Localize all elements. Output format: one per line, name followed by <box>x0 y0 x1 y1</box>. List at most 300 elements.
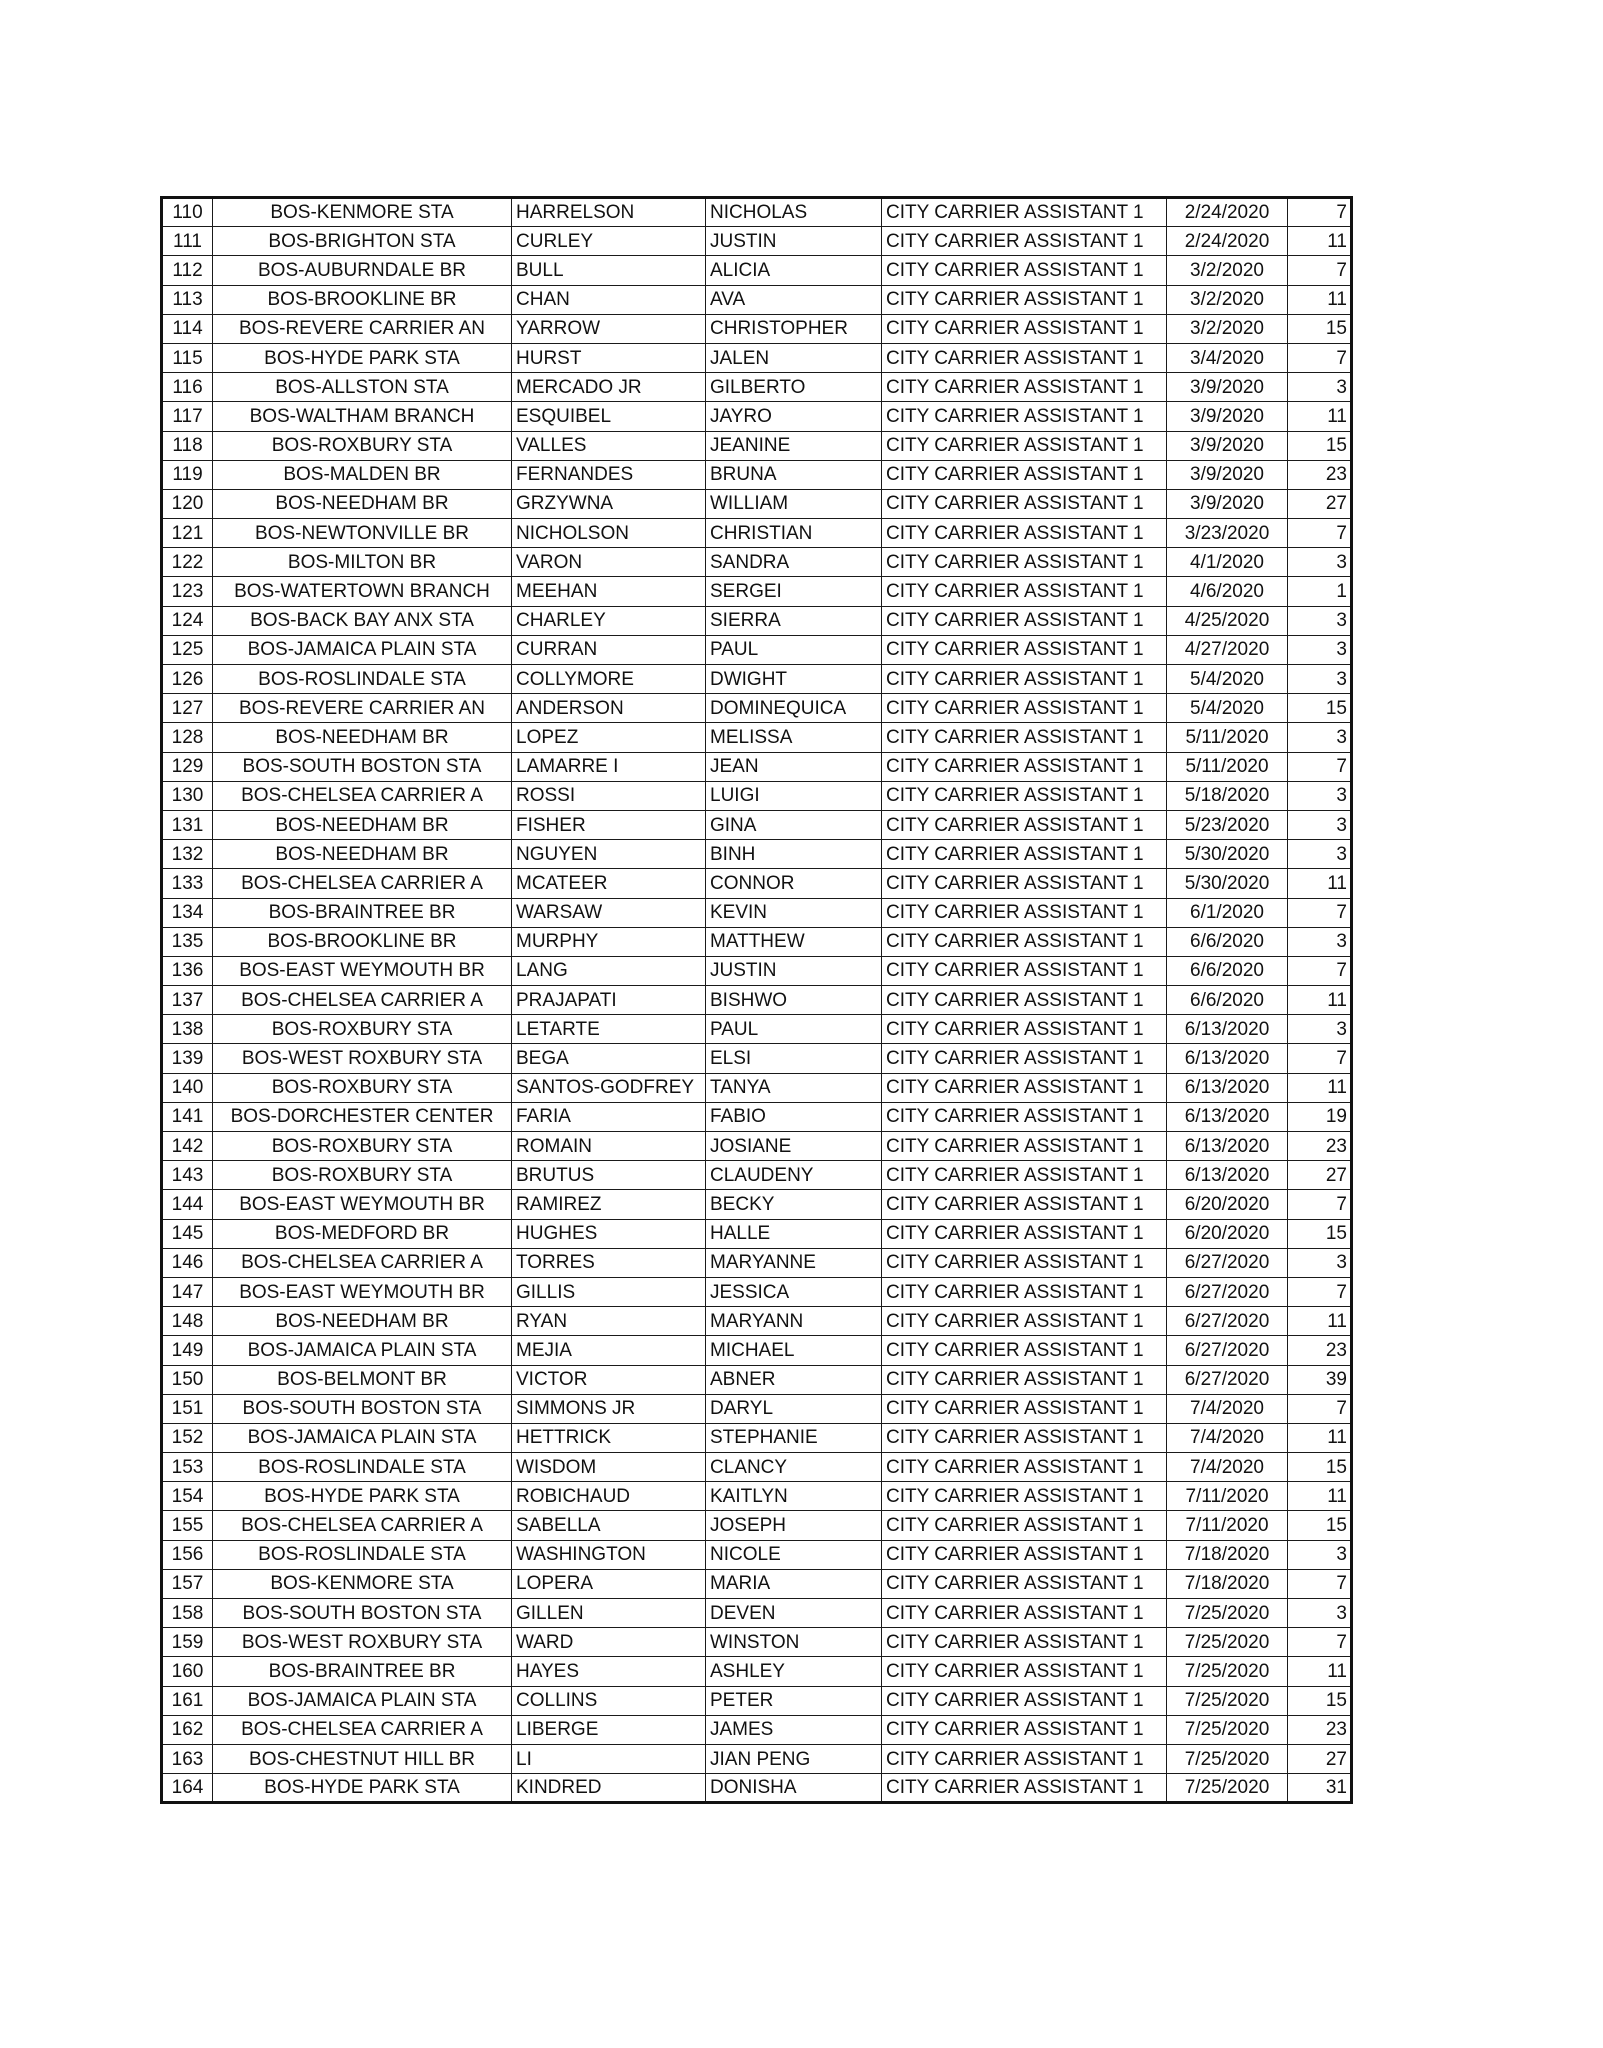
job-title-cell: CITY CARRIER ASSISTANT 1 <box>882 577 1167 606</box>
last-name-cell: MEJIA <box>512 1336 706 1365</box>
table-row <box>162 1482 1352 1511</box>
date-cell: 7/25/2020 <box>1167 1628 1288 1657</box>
job-title-cell: CITY CARRIER ASSISTANT 1 <box>882 1248 1167 1277</box>
value-cell: 1 <box>1288 577 1352 606</box>
office-cell: BOS-ROXBURY STA <box>213 431 512 460</box>
value-cell: 15 <box>1288 694 1352 723</box>
job-title-cell: CITY CARRIER ASSISTANT 1 <box>882 927 1167 956</box>
office-cell: BOS-JAMAICA PLAIN STA <box>213 1423 512 1452</box>
office-cell: BOS-NEEDHAM BR <box>213 489 512 518</box>
first-name-cell: JUSTIN <box>706 227 882 256</box>
value-cell: 3 <box>1288 1540 1352 1569</box>
row-number-cell: 121 <box>162 519 213 548</box>
table-row <box>162 1307 1352 1336</box>
value-cell: 3 <box>1288 606 1352 635</box>
last-name-cell: TORRES <box>512 1248 706 1277</box>
date-cell: 7/25/2020 <box>1167 1657 1288 1686</box>
value-cell: 27 <box>1288 1744 1352 1773</box>
date-cell: 7/25/2020 <box>1167 1686 1288 1715</box>
row-number-cell: 146 <box>162 1248 213 1277</box>
office-cell: BOS-SOUTH BOSTON STA <box>213 752 512 781</box>
last-name-cell: ANDERSON <box>512 694 706 723</box>
first-name-cell: JOSIANE <box>706 1132 882 1161</box>
last-name-cell: ROBICHAUD <box>512 1482 706 1511</box>
job-title-cell: CITY CARRIER ASSISTANT 1 <box>882 1219 1167 1248</box>
job-title-cell: CITY CARRIER ASSISTANT 1 <box>882 1482 1167 1511</box>
office-cell: BOS-BRAINTREE BR <box>213 898 512 927</box>
job-title-cell: CITY CARRIER ASSISTANT 1 <box>882 1453 1167 1482</box>
table-row <box>162 489 1352 518</box>
roster-table <box>160 196 1353 1804</box>
last-name-cell: NGUYEN <box>512 840 706 869</box>
job-title-cell: CITY CARRIER ASSISTANT 1 <box>882 1628 1167 1657</box>
row-number-cell: 117 <box>162 402 213 431</box>
value-cell: 3 <box>1288 1599 1352 1628</box>
value-cell: 3 <box>1288 373 1352 402</box>
office-cell: BOS-CHELSEA CARRIER A <box>213 986 512 1015</box>
date-cell: 5/23/2020 <box>1167 810 1288 839</box>
date-cell: 6/13/2020 <box>1167 1044 1288 1073</box>
job-title-cell: CITY CARRIER ASSISTANT 1 <box>882 1307 1167 1336</box>
date-cell: 6/27/2020 <box>1167 1277 1288 1306</box>
date-cell: 7/25/2020 <box>1167 1599 1288 1628</box>
last-name-cell: ROMAIN <box>512 1132 706 1161</box>
last-name-cell: GILLEN <box>512 1599 706 1628</box>
job-title-cell: CITY CARRIER ASSISTANT 1 <box>882 898 1167 927</box>
last-name-cell: PRAJAPATI <box>512 986 706 1015</box>
last-name-cell: FARIA <box>512 1102 706 1131</box>
value-cell: 15 <box>1288 431 1352 460</box>
first-name-cell: JALEN <box>706 343 882 372</box>
first-name-cell: SANDRA <box>706 548 882 577</box>
last-name-cell: RAMIREZ <box>512 1190 706 1219</box>
office-cell: BOS-NEEDHAM BR <box>213 810 512 839</box>
office-cell: BOS-ROSLINDALE STA <box>213 1453 512 1482</box>
last-name-cell: HURST <box>512 343 706 372</box>
table-row <box>162 1073 1352 1102</box>
row-number-cell: 126 <box>162 665 213 694</box>
value-cell: 39 <box>1288 1365 1352 1394</box>
first-name-cell: WINSTON <box>706 1628 882 1657</box>
table-row <box>162 986 1352 1015</box>
first-name-cell: PAUL <box>706 1015 882 1044</box>
table-row <box>162 1774 1352 1803</box>
job-title-cell: CITY CARRIER ASSISTANT 1 <box>882 635 1167 664</box>
office-cell: BOS-REVERE CARRIER AN <box>213 694 512 723</box>
table-row <box>162 460 1352 489</box>
job-title-cell: CITY CARRIER ASSISTANT 1 <box>882 1715 1167 1744</box>
table-row <box>162 1015 1352 1044</box>
row-number-cell: 112 <box>162 256 213 285</box>
office-cell: BOS-JAMAICA PLAIN STA <box>213 635 512 664</box>
first-name-cell: TANYA <box>706 1073 882 1102</box>
last-name-cell: BRUTUS <box>512 1161 706 1190</box>
job-title-cell: CITY CARRIER ASSISTANT 1 <box>882 1161 1167 1190</box>
value-cell: 3 <box>1288 1015 1352 1044</box>
office-cell: BOS-ROSLINDALE STA <box>213 665 512 694</box>
job-title-cell: CITY CARRIER ASSISTANT 1 <box>882 869 1167 898</box>
last-name-cell: KINDRED <box>512 1774 706 1803</box>
table-row <box>162 402 1352 431</box>
office-cell: BOS-SOUTH BOSTON STA <box>213 1599 512 1628</box>
row-number-cell: 123 <box>162 577 213 606</box>
row-number-cell: 154 <box>162 1482 213 1511</box>
job-title-cell: CITY CARRIER ASSISTANT 1 <box>882 1423 1167 1452</box>
row-number-cell: 111 <box>162 227 213 256</box>
last-name-cell: YARROW <box>512 314 706 343</box>
table-row <box>162 665 1352 694</box>
first-name-cell: CHRISTIAN <box>706 519 882 548</box>
first-name-cell: MICHAEL <box>706 1336 882 1365</box>
office-cell: BOS-WALTHAM BRANCH <box>213 402 512 431</box>
value-cell: 11 <box>1288 986 1352 1015</box>
value-cell: 7 <box>1288 956 1352 985</box>
first-name-cell: CHRISTOPHER <box>706 314 882 343</box>
last-name-cell: MERCADO JR <box>512 373 706 402</box>
table-row <box>162 343 1352 372</box>
date-cell: 3/23/2020 <box>1167 519 1288 548</box>
value-cell: 7 <box>1288 1190 1352 1219</box>
date-cell: 7/25/2020 <box>1167 1744 1288 1773</box>
value-cell: 15 <box>1288 1686 1352 1715</box>
last-name-cell: SIMMONS JR <box>512 1394 706 1423</box>
table-row <box>162 1540 1352 1569</box>
date-cell: 3/9/2020 <box>1167 431 1288 460</box>
office-cell: BOS-BRIGHTON STA <box>213 227 512 256</box>
job-title-cell: CITY CARRIER ASSISTANT 1 <box>882 1686 1167 1715</box>
row-number-cell: 157 <box>162 1569 213 1598</box>
value-cell: 7 <box>1288 256 1352 285</box>
job-title-cell: CITY CARRIER ASSISTANT 1 <box>882 431 1167 460</box>
date-cell: 3/2/2020 <box>1167 256 1288 285</box>
row-number-cell: 125 <box>162 635 213 664</box>
last-name-cell: VARON <box>512 548 706 577</box>
table-row <box>162 1277 1352 1306</box>
row-number-cell: 163 <box>162 1744 213 1773</box>
office-cell: BOS-SOUTH BOSTON STA <box>213 1394 512 1423</box>
first-name-cell: DONISHA <box>706 1774 882 1803</box>
last-name-cell: ESQUIBEL <box>512 402 706 431</box>
value-cell: 7 <box>1288 519 1352 548</box>
office-cell: BOS-ROSLINDALE STA <box>213 1540 512 1569</box>
date-cell: 6/13/2020 <box>1167 1102 1288 1131</box>
date-cell: 6/27/2020 <box>1167 1307 1288 1336</box>
row-number-cell: 132 <box>162 840 213 869</box>
row-number-cell: 110 <box>162 198 213 227</box>
table-row <box>162 1599 1352 1628</box>
value-cell: 3 <box>1288 781 1352 810</box>
date-cell: 3/9/2020 <box>1167 460 1288 489</box>
date-cell: 3/9/2020 <box>1167 489 1288 518</box>
first-name-cell: CLAUDENY <box>706 1161 882 1190</box>
value-cell: 23 <box>1288 1715 1352 1744</box>
table-row <box>162 1423 1352 1452</box>
office-cell: BOS-EAST WEYMOUTH BR <box>213 956 512 985</box>
row-number-cell: 149 <box>162 1336 213 1365</box>
date-cell: 6/13/2020 <box>1167 1161 1288 1190</box>
first-name-cell: STEPHANIE <box>706 1423 882 1452</box>
job-title-cell: CITY CARRIER ASSISTANT 1 <box>882 1540 1167 1569</box>
table-row <box>162 519 1352 548</box>
first-name-cell: WILLIAM <box>706 489 882 518</box>
date-cell: 6/27/2020 <box>1167 1365 1288 1394</box>
value-cell: 3 <box>1288 723 1352 752</box>
first-name-cell: LUIGI <box>706 781 882 810</box>
table-row <box>162 1657 1352 1686</box>
last-name-cell: ROSSI <box>512 781 706 810</box>
table-row <box>162 1453 1352 1482</box>
row-number-cell: 159 <box>162 1628 213 1657</box>
row-number-cell: 164 <box>162 1774 213 1803</box>
office-cell: BOS-JAMAICA PLAIN STA <box>213 1336 512 1365</box>
job-title-cell: CITY CARRIER ASSISTANT 1 <box>882 694 1167 723</box>
last-name-cell: CHAN <box>512 285 706 314</box>
first-name-cell: GILBERTO <box>706 373 882 402</box>
job-title-cell: CITY CARRIER ASSISTANT 1 <box>882 519 1167 548</box>
last-name-cell: VALLES <box>512 431 706 460</box>
first-name-cell: GINA <box>706 810 882 839</box>
job-title-cell: CITY CARRIER ASSISTANT 1 <box>882 343 1167 372</box>
job-title-cell: CITY CARRIER ASSISTANT 1 <box>882 1365 1167 1394</box>
table-row <box>162 723 1352 752</box>
first-name-cell: DEVEN <box>706 1599 882 1628</box>
table-row <box>162 314 1352 343</box>
office-cell: BOS-HYDE PARK STA <box>213 1482 512 1511</box>
job-title-cell: CITY CARRIER ASSISTANT 1 <box>882 840 1167 869</box>
table-row <box>162 1715 1352 1744</box>
job-title-cell: CITY CARRIER ASSISTANT 1 <box>882 489 1167 518</box>
row-number-cell: 161 <box>162 1686 213 1715</box>
value-cell: 23 <box>1288 1336 1352 1365</box>
last-name-cell: GILLIS <box>512 1277 706 1306</box>
table-row <box>162 635 1352 664</box>
value-cell: 7 <box>1288 898 1352 927</box>
date-cell: 7/11/2020 <box>1167 1482 1288 1511</box>
office-cell: BOS-REVERE CARRIER AN <box>213 314 512 343</box>
first-name-cell: MARYANN <box>706 1307 882 1336</box>
row-number-cell: 135 <box>162 927 213 956</box>
date-cell: 6/13/2020 <box>1167 1073 1288 1102</box>
last-name-cell: MCATEER <box>512 869 706 898</box>
table-row <box>162 1336 1352 1365</box>
office-cell: BOS-CHELSEA CARRIER A <box>213 781 512 810</box>
table-row <box>162 1744 1352 1773</box>
value-cell: 19 <box>1288 1102 1352 1131</box>
value-cell: 3 <box>1288 1248 1352 1277</box>
last-name-cell: RYAN <box>512 1307 706 1336</box>
row-number-cell: 147 <box>162 1277 213 1306</box>
table-row <box>162 781 1352 810</box>
job-title-cell: CITY CARRIER ASSISTANT 1 <box>882 781 1167 810</box>
date-cell: 7/4/2020 <box>1167 1423 1288 1452</box>
last-name-cell: WARSAW <box>512 898 706 927</box>
office-cell: BOS-BROOKLINE BR <box>213 285 512 314</box>
last-name-cell: CURLEY <box>512 227 706 256</box>
value-cell: 3 <box>1288 635 1352 664</box>
first-name-cell: HALLE <box>706 1219 882 1248</box>
date-cell: 2/24/2020 <box>1167 198 1288 227</box>
table-row <box>162 694 1352 723</box>
first-name-cell: SERGEI <box>706 577 882 606</box>
first-name-cell: NICHOLAS <box>706 198 882 227</box>
last-name-cell: CURRAN <box>512 635 706 664</box>
job-title-cell: CITY CARRIER ASSISTANT 1 <box>882 373 1167 402</box>
office-cell: BOS-BROOKLINE BR <box>213 927 512 956</box>
row-number-cell: 137 <box>162 986 213 1015</box>
office-cell: BOS-MEDFORD BR <box>213 1219 512 1248</box>
office-cell: BOS-NEEDHAM BR <box>213 840 512 869</box>
date-cell: 5/4/2020 <box>1167 694 1288 723</box>
job-title-cell: CITY CARRIER ASSISTANT 1 <box>882 314 1167 343</box>
table-row <box>162 927 1352 956</box>
job-title-cell: CITY CARRIER ASSISTANT 1 <box>882 723 1167 752</box>
table-row <box>162 1628 1352 1657</box>
value-cell: 7 <box>1288 1044 1352 1073</box>
table-row <box>162 752 1352 781</box>
office-cell: BOS-ROXBURY STA <box>213 1132 512 1161</box>
office-cell: BOS-WEST ROXBURY STA <box>213 1628 512 1657</box>
first-name-cell: NICOLE <box>706 1540 882 1569</box>
row-number-cell: 114 <box>162 314 213 343</box>
row-number-cell: 119 <box>162 460 213 489</box>
last-name-cell: LOPERA <box>512 1569 706 1598</box>
first-name-cell: PETER <box>706 1686 882 1715</box>
row-number-cell: 156 <box>162 1540 213 1569</box>
table-row <box>162 1511 1352 1540</box>
job-title-cell: CITY CARRIER ASSISTANT 1 <box>882 1277 1167 1306</box>
date-cell: 6/20/2020 <box>1167 1190 1288 1219</box>
first-name-cell: ABNER <box>706 1365 882 1394</box>
date-cell: 6/27/2020 <box>1167 1248 1288 1277</box>
office-cell: BOS-BACK BAY ANX STA <box>213 606 512 635</box>
value-cell: 15 <box>1288 1511 1352 1540</box>
row-number-cell: 134 <box>162 898 213 927</box>
value-cell: 11 <box>1288 285 1352 314</box>
date-cell: 6/20/2020 <box>1167 1219 1288 1248</box>
first-name-cell: MATTHEW <box>706 927 882 956</box>
last-name-cell: HUGHES <box>512 1219 706 1248</box>
value-cell: 11 <box>1288 1073 1352 1102</box>
date-cell: 6/1/2020 <box>1167 898 1288 927</box>
value-cell: 7 <box>1288 1569 1352 1598</box>
value-cell: 7 <box>1288 752 1352 781</box>
table-row <box>162 1132 1352 1161</box>
date-cell: 7/25/2020 <box>1167 1774 1288 1803</box>
first-name-cell: DARYL <box>706 1394 882 1423</box>
row-number-cell: 144 <box>162 1190 213 1219</box>
last-name-cell: LI <box>512 1744 706 1773</box>
row-number-cell: 152 <box>162 1423 213 1452</box>
office-cell: BOS-BRAINTREE BR <box>213 1657 512 1686</box>
job-title-cell: CITY CARRIER ASSISTANT 1 <box>882 1394 1167 1423</box>
row-number-cell: 145 <box>162 1219 213 1248</box>
job-title-cell: CITY CARRIER ASSISTANT 1 <box>882 1569 1167 1598</box>
job-title-cell: CITY CARRIER ASSISTANT 1 <box>882 986 1167 1015</box>
last-name-cell: LANG <box>512 956 706 985</box>
office-cell: BOS-EAST WEYMOUTH BR <box>213 1190 512 1219</box>
date-cell: 6/13/2020 <box>1167 1132 1288 1161</box>
office-cell: BOS-NEEDHAM BR <box>213 1307 512 1336</box>
table-row <box>162 285 1352 314</box>
value-cell: 11 <box>1288 869 1352 898</box>
date-cell: 5/11/2020 <box>1167 752 1288 781</box>
table-row <box>162 256 1352 285</box>
office-cell: BOS-NEEDHAM BR <box>213 723 512 752</box>
office-cell: BOS-KENMORE STA <box>213 1569 512 1598</box>
row-number-cell: 150 <box>162 1365 213 1394</box>
value-cell: 3 <box>1288 548 1352 577</box>
value-cell: 11 <box>1288 1423 1352 1452</box>
first-name-cell: DWIGHT <box>706 665 882 694</box>
first-name-cell: JEANINE <box>706 431 882 460</box>
value-cell: 7 <box>1288 1277 1352 1306</box>
office-cell: BOS-CHELSEA CARRIER A <box>213 1511 512 1540</box>
first-name-cell: BECKY <box>706 1190 882 1219</box>
job-title-cell: CITY CARRIER ASSISTANT 1 <box>882 1073 1167 1102</box>
first-name-cell: KAITLYN <box>706 1482 882 1511</box>
job-title-cell: CITY CARRIER ASSISTANT 1 <box>882 1190 1167 1219</box>
job-title-cell: CITY CARRIER ASSISTANT 1 <box>882 460 1167 489</box>
first-name-cell: CONNOR <box>706 869 882 898</box>
row-number-cell: 124 <box>162 606 213 635</box>
row-number-cell: 160 <box>162 1657 213 1686</box>
date-cell: 6/27/2020 <box>1167 1336 1288 1365</box>
first-name-cell: PAUL <box>706 635 882 664</box>
office-cell: BOS-WATERTOWN BRANCH <box>213 577 512 606</box>
first-name-cell: ELSI <box>706 1044 882 1073</box>
office-cell: BOS-JAMAICA PLAIN STA <box>213 1686 512 1715</box>
table-row <box>162 1161 1352 1190</box>
office-cell: BOS-KENMORE STA <box>213 198 512 227</box>
table-row <box>162 548 1352 577</box>
office-cell: BOS-DORCHESTER CENTER <box>213 1102 512 1131</box>
job-title-cell: CITY CARRIER ASSISTANT 1 <box>882 752 1167 781</box>
row-number-cell: 122 <box>162 548 213 577</box>
first-name-cell: MARYANNE <box>706 1248 882 1277</box>
table-row <box>162 1044 1352 1073</box>
table-row <box>162 431 1352 460</box>
office-cell: BOS-HYDE PARK STA <box>213 343 512 372</box>
last-name-cell: HARRELSON <box>512 198 706 227</box>
first-name-cell: MARIA <box>706 1569 882 1598</box>
value-cell: 3 <box>1288 840 1352 869</box>
row-number-cell: 139 <box>162 1044 213 1073</box>
first-name-cell: BRUNA <box>706 460 882 489</box>
date-cell: 6/6/2020 <box>1167 956 1288 985</box>
date-cell: 5/30/2020 <box>1167 840 1288 869</box>
first-name-cell: AVA <box>706 285 882 314</box>
office-cell: BOS-WEST ROXBURY STA <box>213 1044 512 1073</box>
date-cell: 5/30/2020 <box>1167 869 1288 898</box>
date-cell: 6/13/2020 <box>1167 1015 1288 1044</box>
last-name-cell: MURPHY <box>512 927 706 956</box>
job-title-cell: CITY CARRIER ASSISTANT 1 <box>882 1774 1167 1803</box>
first-name-cell: KEVIN <box>706 898 882 927</box>
row-number-cell: 129 <box>162 752 213 781</box>
date-cell: 3/9/2020 <box>1167 402 1288 431</box>
value-cell: 3 <box>1288 810 1352 839</box>
table-row <box>162 840 1352 869</box>
table-row <box>162 810 1352 839</box>
last-name-cell: LAMARRE I <box>512 752 706 781</box>
table-row <box>162 1686 1352 1715</box>
last-name-cell: COLLINS <box>512 1686 706 1715</box>
last-name-cell: FISHER <box>512 810 706 839</box>
office-cell: BOS-AUBURNDALE BR <box>213 256 512 285</box>
row-number-cell: 133 <box>162 869 213 898</box>
table-row <box>162 1365 1352 1394</box>
value-cell: 11 <box>1288 227 1352 256</box>
